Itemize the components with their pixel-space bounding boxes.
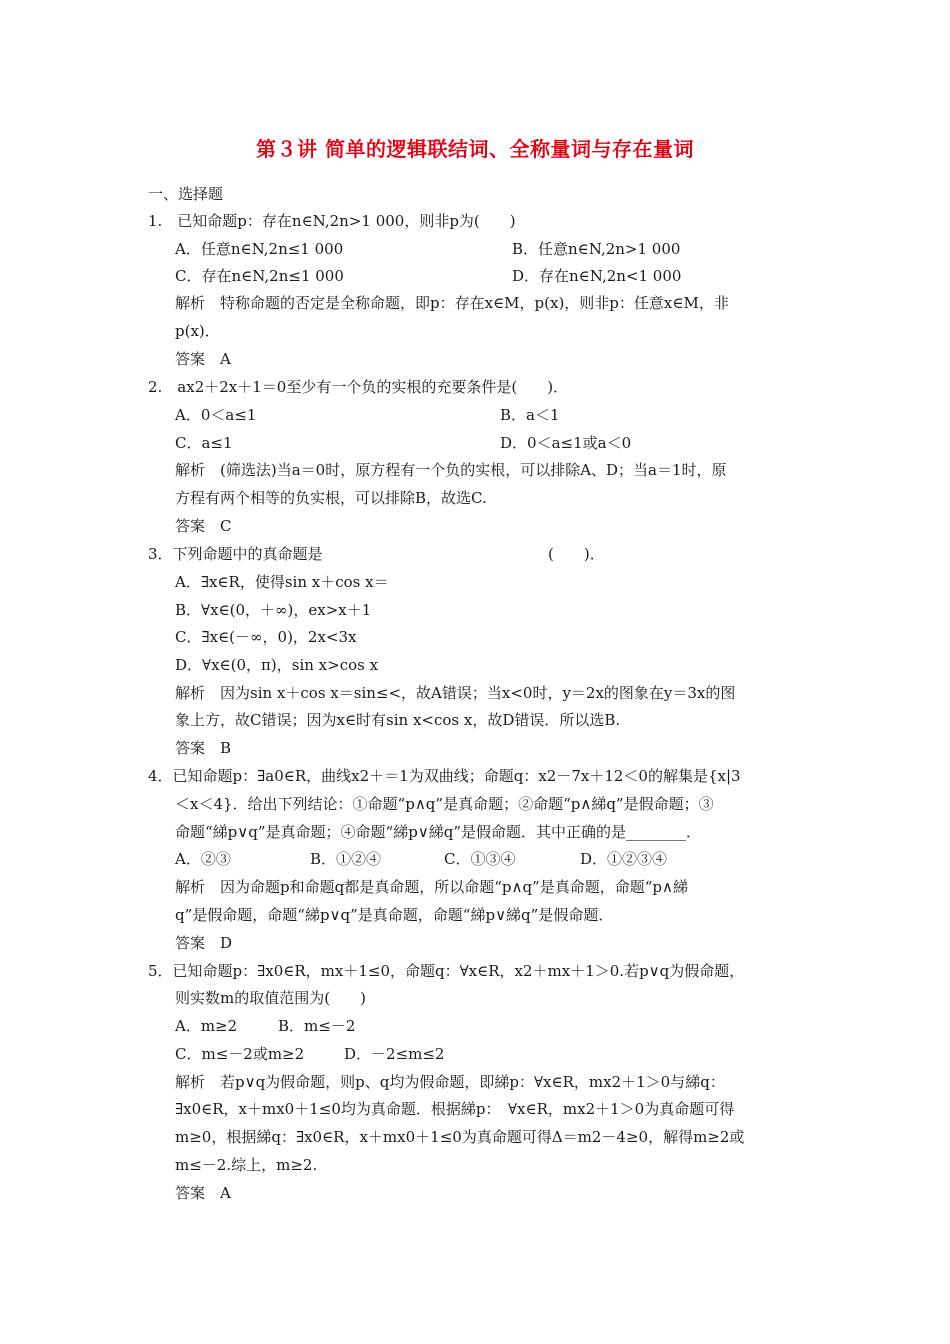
question-3-answer: 答案 B — [175, 739, 232, 757]
page-title: 第３讲 简单的逻辑联结词、全称量词与存在量词 — [256, 137, 694, 161]
question-3-option-a: A．∃x∈R，使得sin x＋cos x＝ — [175, 573, 389, 591]
question-2-option-a: A．0＜a≤1 — [175, 406, 257, 424]
question-3-analysis-line-1: 解析 因为sin x＋cos x＝sin≤<，故A错误；当x<0时，y＝2x的图象在y＝3x的图 — [175, 684, 736, 702]
question-2-analysis-line-2: 方程有两个相等的负实根，可以排除B，故选C. — [175, 489, 487, 507]
question-3-option-d: D．∀x∈(0，π)，sin x>cos x — [175, 656, 379, 674]
question-4-analysis-line-1: 解析 因为命题p和命题q都是真命题，所以命题“p∧q”是真命题，命题“p∧綈 — [175, 878, 688, 896]
question-5-option-a: A．m≥2 — [175, 1017, 238, 1035]
question-4-stem-line-1: 4．已知命题p：∃a0∈R，曲线x2＋＝1为双曲线；命题q：x2－7x＋12＜0的解集是{x|3 — [148, 767, 741, 785]
question-1-stem: 1. 已知命题p：存在n∈N,2n>1 000，则非p为( ) — [148, 212, 516, 230]
question-5-analysis-line-3: m≥0，根据綈q：∃x0∈R，x＋mx0＋1≤0为真命题可得Δ＝m2－4≥0，解得m≥2或 — [175, 1128, 745, 1146]
question-1-option-a: A．任意n∈N,2n≤1 000 — [175, 240, 344, 258]
question-4-option-c: C．①③④ — [444, 850, 516, 868]
question-4-analysis-line-2: q”是假命题，命题“綈p∨q”是真命题，命题“綈p∨綈q”是假命题． — [175, 906, 614, 924]
section-heading: 一、选择题 — [148, 185, 224, 203]
question-2-stem: 2. ax2＋2x＋1＝0至少有一个负的实根的充要条件是( )． — [148, 378, 569, 396]
question-2-answer: 答案 C — [175, 517, 232, 535]
question-2-option-c: C．a≤1 — [175, 434, 233, 452]
question-3-option-c: C．∃x∈(－∞，0)，2x<3x — [175, 628, 357, 646]
question-1-analysis-line-1: 解析 特称命题的否定是全称命题，即p：存在x∈M，p(x)，则非p：任意x∈M，非 — [175, 294, 729, 312]
question-2-analysis-line-1: 解析 (筛选法)当a＝0时，原方程有一个负的实根，可以排除A、D；当a＝1时，原 — [175, 461, 727, 479]
question-1-option-d: D．存在n∈N,2n<1 000 — [512, 267, 682, 285]
question-4-option-a: A．②③ — [175, 850, 231, 868]
question-5-stem-line-2: 则实数m的取值范围为( ) — [175, 989, 366, 1007]
question-1-answer: 答案 A — [175, 350, 231, 368]
question-4-option-d: D．①②③④ — [580, 850, 668, 868]
question-5-analysis-line-1: 解析 若p∨q为假命题，则p、q均为假命题，即綈p：∀x∈R，mx2＋1＞0与綈q： — [175, 1073, 725, 1091]
question-2-option-b: B．a＜1 — [500, 406, 560, 424]
question-4-stem-line-3: 命题“綈p∨q”是真命题；④命题“綈p∨綈q”是假命题．其中正确的是________． — [175, 823, 702, 841]
question-5-analysis-line-4: m≤－2.综上，m≥2. — [175, 1156, 318, 1174]
question-1-analysis-line-2: p(x)． — [175, 322, 220, 340]
question-3-stem: 3．下列命题中的真命题是 — [148, 545, 323, 563]
question-5-option-b: B．m≤－2 — [278, 1017, 356, 1035]
question-1-option-b: B．任意n∈N,2n>1 000 — [512, 240, 681, 258]
question-4-stem-line-2: ＜x＜4}．给出下列结论：①命题“p∧q”是真命题；②命题“p∧綈q”是假命题；③ — [175, 795, 714, 813]
question-1-option-c: C．存在n∈N,2n≤1 000 — [175, 267, 344, 285]
question-5-answer: 答案 A — [175, 1184, 231, 1202]
question-3-option-b: B．∀x∈(0，＋∞)，ex>x＋1 — [175, 601, 372, 619]
question-2-option-d: D．0＜a≤1或a＜0 — [500, 434, 632, 452]
question-5-stem-line-1: 5．已知命题p：∃x0∈R，mx＋1≤0，命题q：∀x∈R，x2＋mx＋1＞0.若p∨q为假命题， — [148, 962, 745, 980]
question-5-analysis-line-2: ∃x0∈R，x＋mx0＋1≤0均为真命题．根据綈p： ∀x∈R，mx2＋1＞0为真命题可得 — [175, 1100, 735, 1118]
question-5-option-c: C．m≤－2或m≥2 — [175, 1045, 305, 1063]
question-4-answer: 答案 D — [175, 934, 233, 952]
question-3-analysis-line-2: 象上方，故C错误；因为x∈时有sin x<cos x，故D错误．所以选B. — [175, 711, 621, 729]
question-3-paren: ( )． — [548, 545, 605, 563]
question-5-option-d: D．－2≤m≤2 — [344, 1045, 445, 1063]
question-4-option-b: B．①②④ — [310, 850, 382, 868]
